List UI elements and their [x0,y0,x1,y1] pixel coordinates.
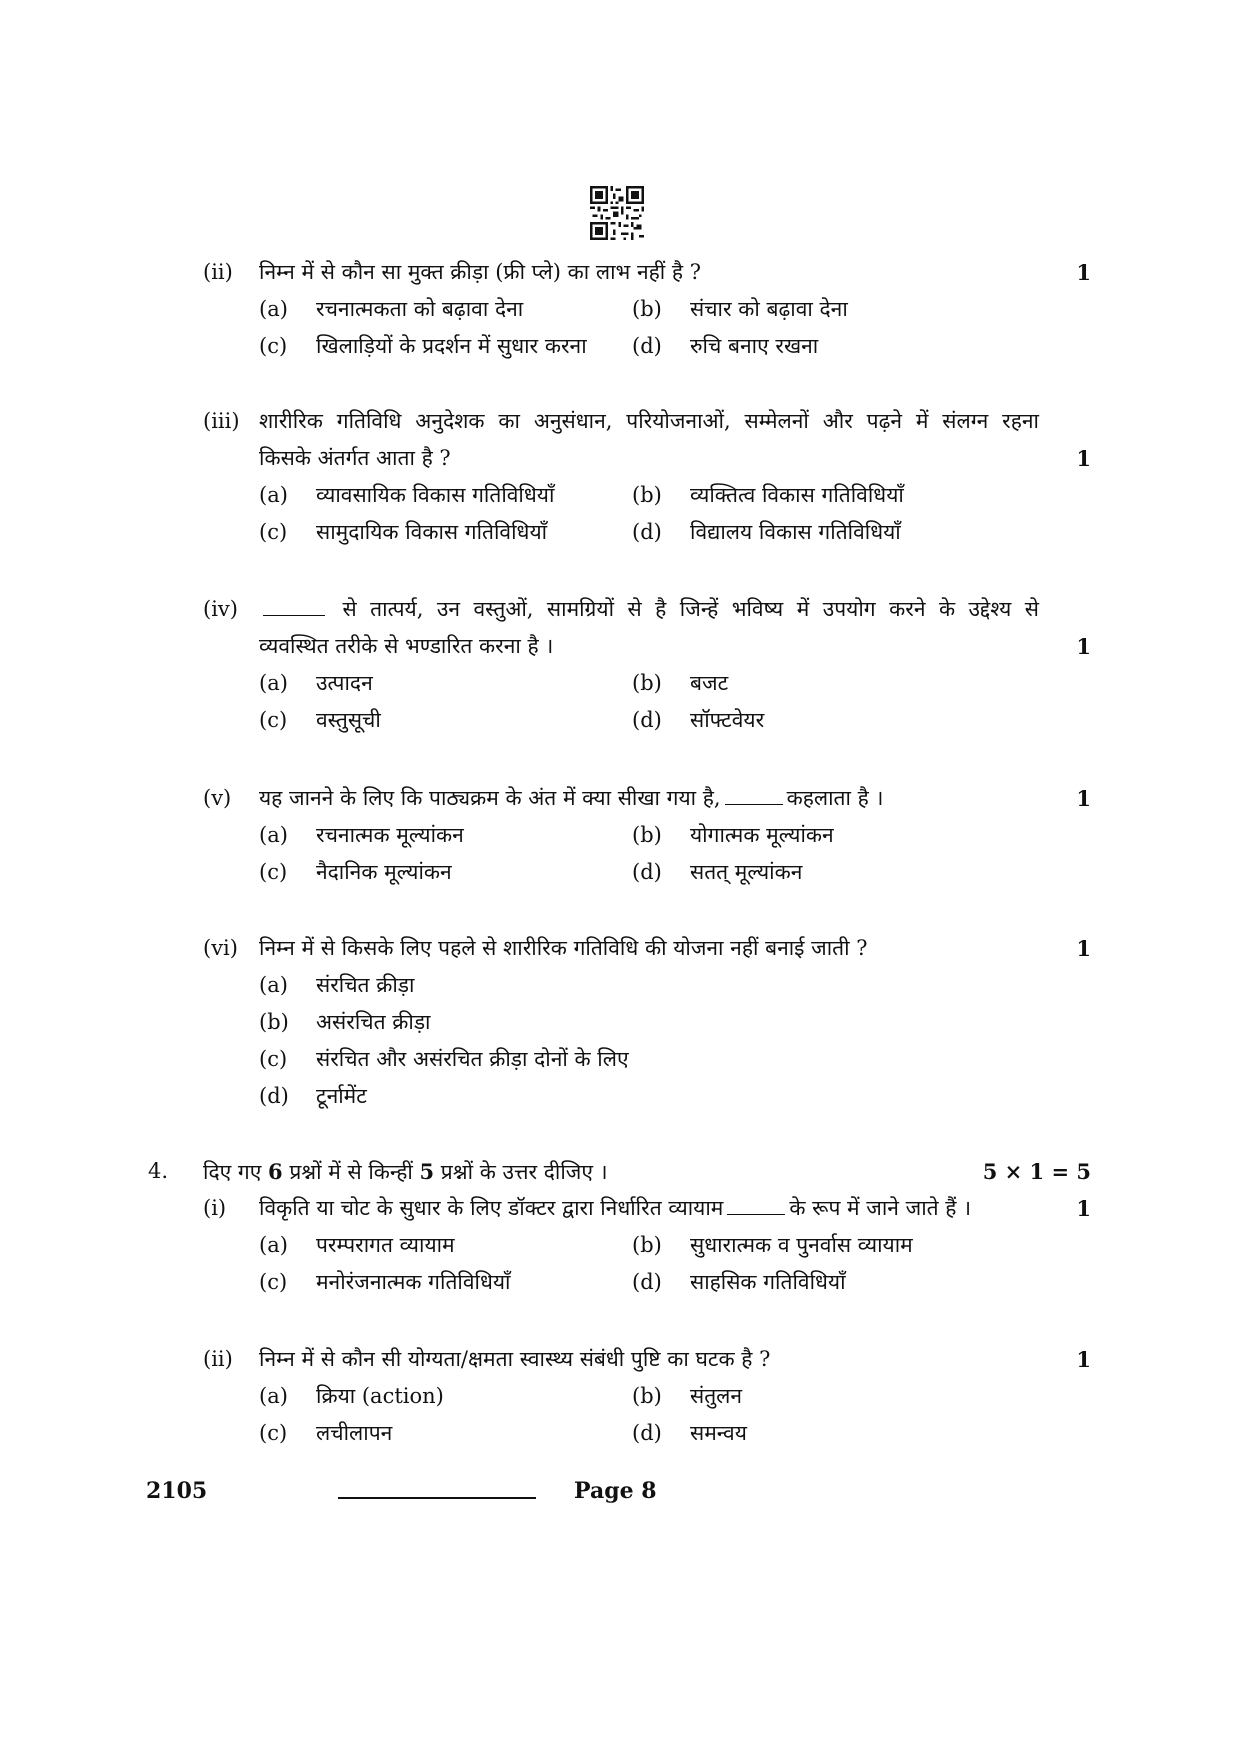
question-iv [0,591,1241,739]
option-text: विद्यालय विकास गतिविधियाँ [690,520,901,544]
option-text: योगात्मक मूल्यांकन [690,823,834,847]
section-marks: 5 × 1 = 5 [982,1159,1091,1184]
option-label: (d) [259,1084,289,1108]
option-label: (b) [632,1384,662,1408]
question-text-part: से तात्पर्य, उन वस्तुओं, सामग्रियों से है जिन्हें भविष्य में उपयोग करने के उद्देश्य से [342,597,1039,621]
option-label: (a) [259,973,288,997]
option-text: क्रिया (action) [316,1384,444,1408]
option-text: मनोरंजनात्मक गतिविधियाँ [316,1270,511,1294]
option-label: (d) [632,334,662,358]
question-number: (i) [203,1196,227,1220]
option-label: (c) [259,708,288,732]
paper-code: 2105 [146,1478,208,1504]
option-label: (a) [259,671,288,695]
option-text: असंरचित क्रीड़ा [316,1010,431,1034]
option-label: (d) [632,860,662,884]
question-number: (iii) [203,409,240,433]
footer-divider [338,1497,536,1499]
section-4 [0,1153,1241,1301]
option-label: (b) [632,1233,662,1257]
option-text: संचार को बढ़ावा देना [690,297,848,321]
option-text: व्यावसायिक विकास गतिविधियाँ [316,483,555,507]
option-label: (b) [632,297,662,321]
question-marks: 1 [1076,1196,1091,1221]
question-iii [0,403,1241,551]
question-text-part: कहलाता है । [786,786,884,810]
option-text: साहसिक गतिविधियाँ [690,1270,846,1294]
question-number: (ii) [203,260,233,284]
option-label: (d) [632,520,662,544]
option-label: (d) [632,708,662,732]
question-marks: 1 [1076,1347,1091,1372]
question-text: किसके अंतर्गत आता है ? [259,446,451,470]
option-text: परम्परागत व्यायाम [316,1233,455,1257]
option-text: रुचि बनाए रखना [690,334,819,358]
option-label: (b) [632,671,662,695]
instruction-part: प्रश्नों के उत्तर दीजिए । [440,1160,608,1184]
question-v [0,780,1241,891]
option-text: सुधारात्मक व पुनर्वास व्यायाम [690,1233,913,1257]
qr-code-icon [590,186,644,240]
question-marks: 1 [1076,260,1091,285]
question-text: निम्न में से कौन सा मुक्त क्रीड़ा (फ्री प्ले) का लाभ नहीं है ? [259,260,702,284]
option-text: रचनात्मक मूल्यांकन [316,823,464,847]
option-label: (c) [259,334,288,358]
section-number: 4. [148,1159,169,1183]
option-label: (d) [632,1421,662,1445]
question-text: निम्न में से किसके लिए पहले से शारीरिक गतिविधि की योजना नहीं बनाई जाती ? [259,936,868,960]
option-text: लचीलापन [316,1421,393,1445]
option-text: सामुदायिक विकास गतिविधियाँ [316,520,548,544]
question-marks: 1 [1076,446,1091,471]
question-number: (v) [203,786,232,810]
option-text: वस्तुसूची [316,708,381,732]
instruction-part: प्रश्नों में से किन्हीं [289,1160,413,1184]
question-4-ii [0,1341,1241,1452]
fill-blank [727,1194,785,1215]
question-text-part: विकृति या चोट के सुधार के लिए डॉक्टर द्वारा निर्धारित व्यायाम [259,1196,724,1220]
question-text [259,780,883,817]
option-label: (c) [259,1421,288,1445]
option-text: खिलाड़ियों के प्रदर्शन में सुधार करना [316,334,587,358]
option-text: उत्पादन [316,671,373,695]
option-text: समन्वय [690,1421,747,1445]
option-label: (b) [259,1010,289,1034]
option-label: (b) [632,823,662,847]
question-text-part: के रूप में जाने जाते हैं । [789,1196,972,1220]
question-number: (iv) [203,597,238,621]
option-label: (c) [259,1047,288,1071]
option-label: (c) [259,860,288,884]
question-ii [0,254,1241,365]
option-text: टूर्नामेंट [316,1084,367,1108]
instruction-number: 6 [268,1159,283,1184]
option-label: (b) [632,483,662,507]
option-text: बजट [690,671,729,695]
option-label: (a) [259,297,288,321]
question-marks: 1 [1076,786,1091,811]
question-text: व्यवस्थित तरीके से भण्डारित करना है । [259,634,554,658]
question-text [259,591,1039,628]
page-number: Page 8 [574,1478,657,1504]
option-text: सतत् मूल्यांकन [690,860,803,884]
option-text: संतुलन [690,1384,743,1408]
question-text: निम्न में से कौन सी योग्यता/क्षमता स्वास्थ्य संबंधी पुष्टि का घटक है ? [259,1347,771,1371]
question-marks: 1 [1076,634,1091,659]
fill-blank [725,784,783,805]
option-label: (c) [259,520,288,544]
option-text: सॉफ्टवेयर [690,708,765,732]
question-text: शारीरिक गतिविधि अनुदेशक का अनुसंधान, परियोजनाओं, सम्मेलनों और पढ़ने में संलग्न रहना [259,409,1039,433]
section-instruction [203,1153,608,1191]
option-text: व्यक्तित्व विकास गतिविधियाँ [690,483,904,507]
page-footer [0,1478,1241,1518]
option-label: (a) [259,1233,288,1257]
fill-blank [263,595,325,616]
option-text: नैदानिक मूल्यांकन [316,860,452,884]
question-vi [0,930,1241,1115]
option-label: (d) [632,1270,662,1294]
question-marks: 1 [1076,936,1091,961]
option-label: (a) [259,823,288,847]
option-text: संरचित क्रीड़ा [316,973,415,997]
question-number: (vi) [203,936,238,960]
instruction-number: 5 [419,1159,435,1184]
question-text [259,1190,971,1227]
question-text-part: यह जानने के लिए कि पाठ्यक्रम के अंत में क्या सीखा गया है, [259,786,721,810]
question-number: (ii) [203,1347,233,1371]
option-label: (c) [259,1270,288,1294]
option-label: (a) [259,1384,288,1408]
option-text: रचनात्मकता को बढ़ावा देना [316,297,524,321]
option-text: संरचित और असंरचित क्रीड़ा दोनों के लिए [316,1047,629,1071]
instruction-part: दिए गए [203,1160,262,1184]
option-label: (a) [259,483,288,507]
